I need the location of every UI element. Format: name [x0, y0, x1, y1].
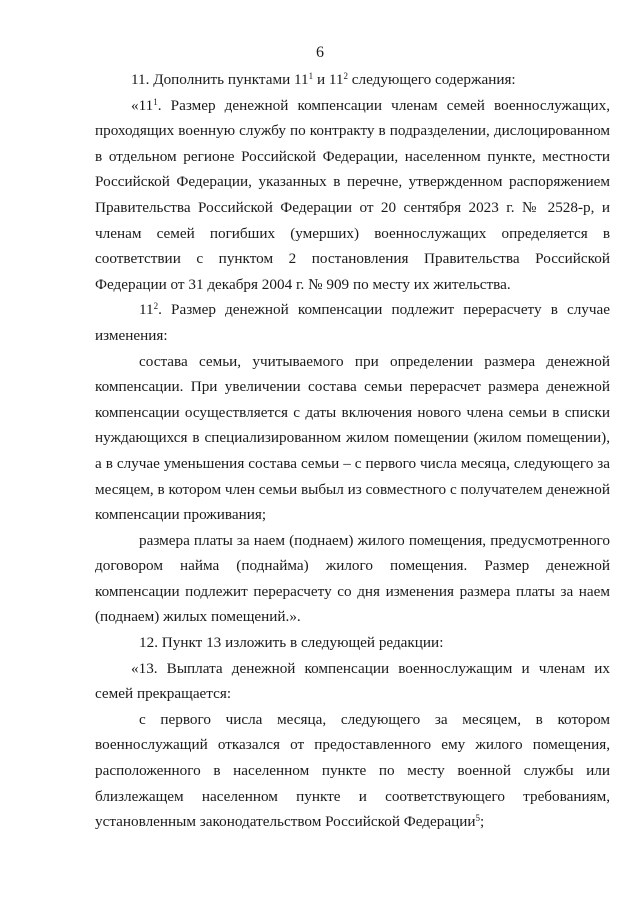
- page-number: 6: [316, 44, 324, 61]
- item-12: 12. Пункт 13 изложить в следующей редакции:: [139, 634, 444, 652]
- item-11-intro: 11. Дополнить пунктами $11^1$ и $11^2$ следующего содержания:: [131, 71, 516, 88]
- paragraph-refusal: с первого числа месяца, следующего за месяцем, в котором военнослужащий отказался от предоставленного ему жилого помещения, расположенного в населенном пункте по месту военной службы или близлежащем населенном пункте и соответствующего требованиям, установленным законодательством Российской Федерации$^5$;: [95, 710, 610, 831]
- paragraph-13: «13. Выплата денежной компенсации военнослужащим и членам их семей прекращается:: [95, 659, 610, 703]
- paragraph-11-1: «$11^1$. Размер денежной компенсации членам семей военнослужащих, проходящих военную службу по контракту в подразделении, дислоцированном в отдельном регионе Российской Федерации, населенном пункте, местности Российской Федерации, указанных в перечне, утвержденном распоряжением Правительства Российской Федерации от 20 сентября 2023 г. № 2528-р, и членам семей погибших (умерших) военнослужащих определяется в соответствии с пунктом 2 постановления Правительства Российской Федерации от 31 декабря 2004 г. № 909 по месту их жительства.: [95, 96, 610, 293]
- paragraph-rent-amount: размера платы за наем (поднаем) жилого помещения, предусмотренного договором найма (поднайма) жилого помещения. Размер денежной компенсации подлежит перерасчету со дня изменения размера платы за наем (поднаем) жилых помещений.».: [95, 531, 610, 626]
- paragraph-family-composition: состава семьи, учитываемого при определении размера денежной компенсации. При увеличении состава семьи перерасчет размера денежной компенсации осуществляется с даты включения нового члена семьи в списки нуждающихся в специализированном жилом помещении (жилом помещении), а в случае уменьшения состава семьи – с первого числа месяца, следующего за месяцем, в котором член семьи выбыл из совместного с получателем денежной компенсации проживания;: [95, 352, 610, 524]
- paragraph-11-2: $11^2$. Размер денежной компенсации подлежит перерасчету в случае изменения:: [95, 301, 610, 344]
- document-body: [95, 67, 610, 835]
